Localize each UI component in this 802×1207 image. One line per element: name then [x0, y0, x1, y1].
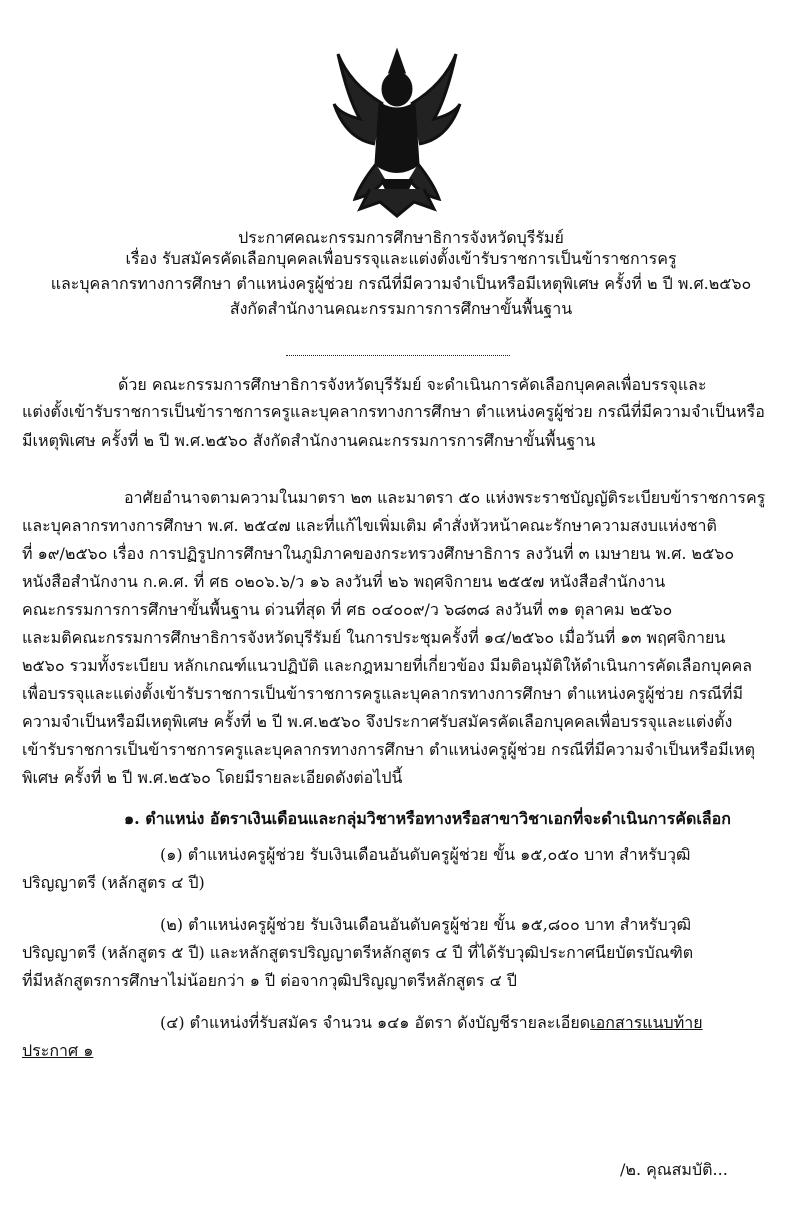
para2-line: และบุคลากรทางการศึกษา พ.ศ. ๒๕๔๗ และที่แก้ไขเพิ่มเติม คำสั่งหัวหน้าคณะรักษาความสงบแห่งชาติ [22, 516, 717, 535]
section1-item1-cont: ปริญญาตรี (หลักสูตร ๔ ปี) [22, 873, 205, 892]
para2-line: เพื่อบรรจุและแต่งตั้งเข้ารับราชการเป็นข้าราชการครูและบุคลากรทางการศึกษา ตำแหน่งครูผู้ช่วย กรณีที่มี [22, 684, 743, 703]
title-divider [286, 355, 510, 356]
para2-line: เข้ารับราชการเป็นข้าราชการครูและบุคลากรทางการศึกษา ตำแหน่งครูผู้ช่วย กรณีที่มีความจำเป็นหรือมีเหตุ [22, 740, 756, 759]
para2-line: อาศัยอำนาจตามความในมาตรา ๒๓ และมาตรา ๕๐ แห่งพระราชบัญญัติระเบียบข้าราชการครู [124, 488, 766, 507]
announcement-subject: เรื่อง รับสมัครคัดเลือกบุคคลเพื่อบรรจุและแต่งตั้งเข้ารับราชการเป็นข้าราชการครู [125, 249, 677, 268]
para2-line: หนังสือสำนักงาน ก.ค.ศ. ที่ ศธ ๐๒๐๖.๖/ว ๑๖ ลงวันที่ ๒๖ พฤศจิกายน ๒๕๕๗ หนังสือสำนักงาน [22, 572, 666, 591]
section1-heading: ๑. ตำแหน่ง อัตราเงินเดือนและกลุ่มวิชาหรือทางหรือสาขาวิชาเอกที่จะดำเนินการคัดเลือก [124, 809, 731, 828]
section1-item4 [160, 1013, 703, 1033]
section1-item2-cont: ปริญญาตรี (หลักสูตร ๕ ปี) และหลักสูตรปริญญาตรีหลักสูตร ๔ ปี ที่ได้รับวุฒิประกาศนียบัตรบัณฑิต [22, 943, 694, 962]
para2-line: ๒๕๖๐ รวมทั้งระเบียบ หลักเกณฑ์แนวปฏิบัติ และกฎหมายที่เกี่ยวข้อง มีมติอนุมัติให้ดำเนินการคัดเลือกบุคคล [22, 656, 753, 675]
para2-line: พิเศษ ครั้งที่ ๒ ปี พ.ศ.๒๕๖๐ โดยมีรายละเอียดดังต่อไปนี้ [22, 768, 403, 787]
para2-line: ที่ ๑๙/๒๕๖๐ เรื่อง การปฏิรูปการศึกษาในภูมิภาคของกระทรวงศึกษาธิการ ลงวันที่ ๓ เมษายน พ.ศ. ๒๕๖๐ [22, 544, 735, 563]
announcement-title: ประกาศคณะกรรมการศึกษาธิการจังหวัดบุรีรัมย์ [238, 228, 564, 247]
attachment-reference-cont: ประกาศ ๑ [22, 1041, 94, 1060]
announcement-subject-line2: และบุคลากรทางการศึกษา ตำแหน่งครูผู้ช่วย กรณีที่มีความจำเป็นหรือมีเหตุพิเศษ ครั้งที่ ๒ ปี พ.ศ.๒๕๖๐ [50, 274, 752, 293]
garuda-emblem-icon [330, 44, 465, 219]
para2-line: คณะกรรมการการศึกษาขั้นพื้นฐาน ด่วนที่สุด ที่ ศธ ๐๔๐๐๙/ว ๖๘๓๘ ลงวันที่ ๓๑ ตุลาคม ๒๕๖๐ [22, 600, 673, 619]
section1-item4-text: (๔) ตำแหน่งที่รับสมัคร จำนวน ๑๔๑ อัตรา ดังบัญชีรายละเอียด [160, 1013, 591, 1032]
para1-line: ด้วย คณะกรรมการศึกษาธิการจังหวัดบุรีรัมย์ จะดำเนินการคัดเลือกบุคคลเพื่อบรรจุและ [118, 375, 707, 394]
section1-item1: (๑) ตำแหน่งครูผู้ช่วย รับเงินเดือนอันดับครูผู้ช่วย ขั้น ๑๕,๐๕๐ บาท สำหรับวุฒิ [160, 845, 691, 864]
para1-line: มีเหตุพิเศษ ครั้งที่ ๒ ปี พ.ศ.๒๕๖๐ สังกัดสำนักงานคณะกรรมการการศึกษาขั้นพื้นฐาน [22, 431, 596, 450]
attachment-reference: เอกสารแนบท้าย [590, 1013, 703, 1032]
section1-item2: (๒) ตำแหน่งครูผู้ช่วย รับเงินเดือนอันดับครูผู้ช่วย ขั้น ๑๕,๘๐๐ บาท สำหรับวุฒิ [160, 915, 692, 934]
announcement-subject-line3: สังกัดสำนักงานคณะกรรมการการศึกษาขั้นพื้นฐาน [229, 299, 573, 318]
para2-line: และมติคณะกรรมการศึกษาธิการจังหวัดบุรีรัมย์ ในการประชุมครั้งที่ ๑๔/๒๕๖๐ เมื่อวันที่ ๑๓ พฤศจิกายน [22, 628, 726, 647]
page-continuation: /๒. คุณสมบัติ... [620, 1160, 728, 1179]
para1-line: แต่งตั้งเข้ารับราชการเป็นข้าราชการครูและบุคลากรทางการศึกษา ตำแหน่งครูผู้ช่วย กรณีที่มีความจำเป็นหรือ [22, 402, 765, 421]
para2-line: ความจำเป็นหรือมีเหตุพิเศษ ครั้งที่ ๒ ปี พ.ศ.๒๕๖๐ จึงประกาศรับสมัครคัดเลือกบุคคลเพื่อบรรจุและแต่งตั้ง [22, 712, 733, 731]
section1-item2-cont: ที่มีหลักสูตรการศึกษาไม่น้อยกว่า ๑ ปี ต่อจากวุฒิปริญญาตรีหลักสูตร ๔ ปี [22, 971, 517, 990]
